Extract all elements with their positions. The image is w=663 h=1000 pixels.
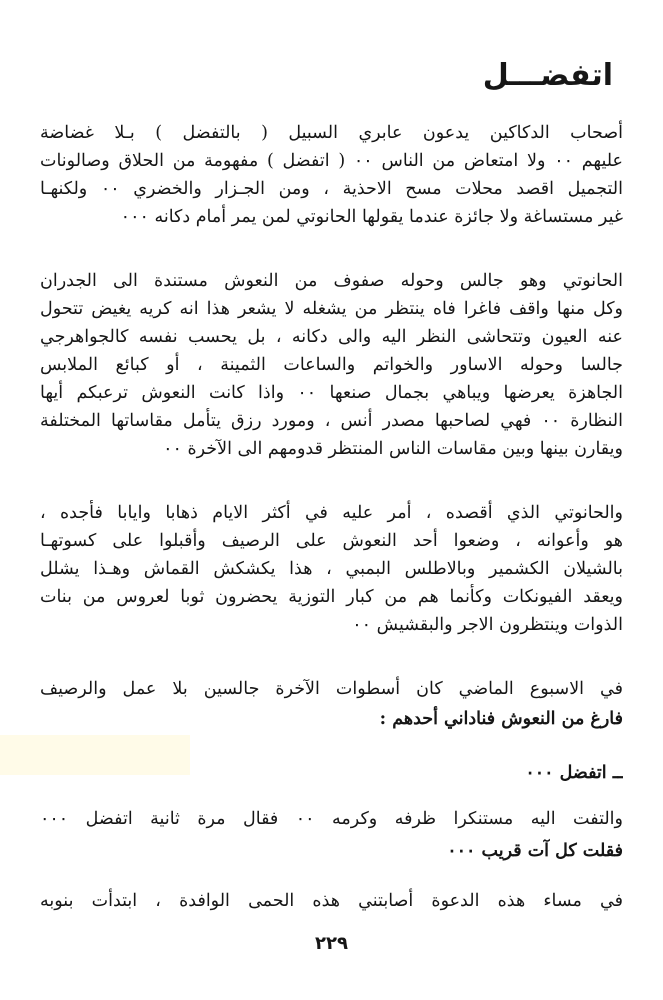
- page-number: ٢٢٩: [315, 933, 348, 954]
- text-line: ويعقد الفيونكات وكأنما هم من كبار التوزية يحضرون ثوبا لعروس من بنات: [40, 587, 623, 607]
- text-line: غير مستساغة ولا جائزة عندما يقولها الحانوتي لمن يمر أمام دكانه ٠٠٠: [120, 207, 623, 227]
- text-line: الجاهزة يعرضها ويباهي بجمال صنعها ٠٠ واذا كانت النعوش ترعبكم أيها: [40, 383, 623, 403]
- text-line: أصحاب الدكاكين يدعون عابري السبيل ( بالتفضل ) بـلا غضاضة: [40, 123, 623, 143]
- page-title: اتفضـــل: [482, 58, 613, 93]
- text-line: فقلت كل آت قريب ٠٠٠: [447, 841, 623, 861]
- text-line: عنه العيون وتتحاشى النظر اليه والى دكانه ، بل يحسب نفسه كالجواهرجي: [40, 327, 623, 347]
- text-line: التجميل اقصد محلات مسح الاحذية ، ومن الجـزار والخضري ٠٠ ولكنهـا: [40, 179, 623, 199]
- text-line: بالشيلان الكشمير وبالاطلس البمبي ، هذا يكشكش القماش وهـذا يشلل: [40, 559, 623, 579]
- text-line: هو وأعوانه ، وضعوا أحد النعوش على الرصيف وأقبلوا على كسوتهـا: [40, 531, 623, 551]
- text-line: وكل منها واقف فاغرا فاه ينتظر من يشغله لا يشعر هذا انه كريه يغيض تتحول: [40, 299, 623, 319]
- text-line: في مساء هذه الدعوة أصابتني هذه الحمى الوافدة ، ابتدأت بنوبه: [40, 891, 623, 911]
- text-line: الذوات وينتظرون الاجر والبقشيش ٠٠: [352, 615, 623, 635]
- text-line: والحانوتي الذي أقصده ، أمر عليه في أكثر الايام ذهابا وايابا فأجده ،: [40, 503, 623, 523]
- text-line: ويقارن بينها وبين مقاسات الناس المنتظر قدومهم الى الآخرة ٠٠: [163, 439, 623, 459]
- text-line: في الاسبوع الماضي كان أسطوات الآخرة جالسين بلا عمل والرصيف: [40, 679, 623, 699]
- text-line: ــ اتفضل ٠٠٠: [525, 763, 623, 783]
- text-line: جالسا وحوله الاساور والخواتم والساعات الثمينة ، أو كبائع الملابس: [40, 355, 623, 375]
- text-line: عليهم ٠٠ ولا امتعاض من الناس ٠٠ ( اتفضل ) مفهومة من الحلاق وصالونات: [40, 151, 623, 171]
- text-line: والتفت اليه مستنكرا ظرفه وكرمه ٠٠ فقال مرة ثانية اتفضل ٠٠٠: [40, 809, 623, 829]
- text-line: الحانوتي وهو جالس وحوله صفوف من النعوش مستندة الى الجدران: [40, 271, 623, 291]
- text-line: النظارة ٠٠ فهي لصاحبها مصدر أنس ، ومورد رزق يتأمل مقاساتها المختلفة: [40, 411, 623, 431]
- text-line: فارغ من النعوش فناداني أحدهم :: [379, 709, 623, 729]
